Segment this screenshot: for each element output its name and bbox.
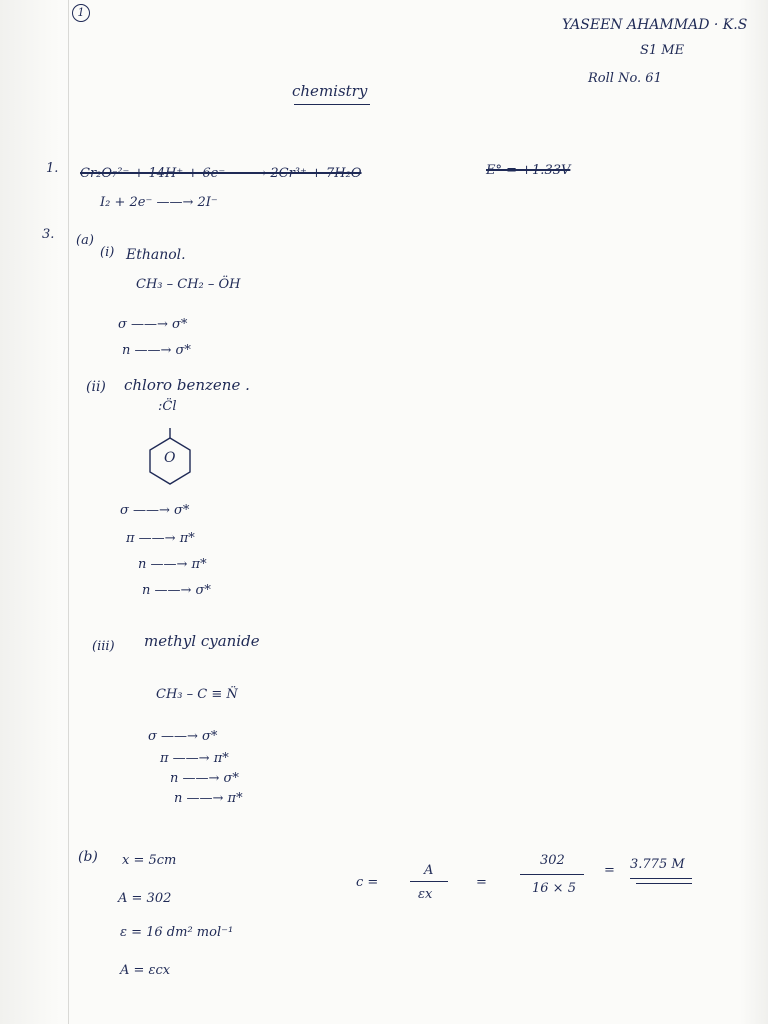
q1-number: 1. xyxy=(46,161,59,176)
q3b-frac1-bar xyxy=(410,881,448,882)
q3a-ii-transition: n ——→ σ* xyxy=(142,583,211,598)
q3b-frac2-numerator: 302 xyxy=(540,853,565,868)
q1-struck-equation: Cr₂O₇²⁻ + 14H⁺ + 6e⁻ ——→ 2Cr³⁺ + 7H₂O xyxy=(80,166,362,181)
q3a-ii-transition: π ——→ π* xyxy=(126,531,195,546)
q3b-molar-absorptivity: ε = 16 dm² mol⁻¹ xyxy=(120,925,234,940)
roll-number: Roll No. 61 xyxy=(588,71,662,86)
page-title: chemistry xyxy=(292,82,368,100)
q3b-result-underline-1 xyxy=(630,878,692,879)
q1-equation: I₂ + 2e⁻ ——→ 2I⁻ xyxy=(100,195,218,210)
q3b-beer-lambert-law: A = εcx xyxy=(120,963,171,978)
q3-number: 3. xyxy=(42,227,55,242)
q3a-ii-transition: n ——→ π* xyxy=(138,557,207,572)
q3a-iii-transition: σ ——→ σ* xyxy=(148,729,218,744)
q3b-equals: = xyxy=(476,875,487,890)
q3b-frac1-numerator: A xyxy=(424,863,434,878)
q3b-equals-2: = xyxy=(604,863,615,878)
q3a-i-transition: σ ——→ σ* xyxy=(118,317,188,332)
q3b-c-lhs: c = xyxy=(356,875,379,890)
q3a-i-name: Ethanol. xyxy=(126,247,186,263)
title-underline xyxy=(294,104,370,105)
q3a-i-transition: n ——→ σ* xyxy=(122,343,191,358)
q3a-iii-transition: n ——→ π* xyxy=(174,791,243,806)
q3b-path-length: x = 5cm xyxy=(122,853,177,868)
q3b-frac2-bar xyxy=(520,874,584,875)
q3-part-a-label: (a) xyxy=(76,233,94,248)
q3b-frac1-denominator: εx xyxy=(418,887,433,902)
q3b-result: 3.775 M xyxy=(630,857,685,872)
q3a-iii-label: (iii) xyxy=(92,639,115,654)
q3b-absorbance: A = 302 xyxy=(118,891,172,906)
q3a-iii-transition: π ——→ π* xyxy=(160,751,229,766)
margin-line xyxy=(68,0,69,1024)
q3a-iii-transition: n ——→ σ* xyxy=(170,771,239,786)
q3b-frac2-denominator: 16 × 5 xyxy=(532,881,576,896)
q3a-ii-transition: σ ——→ σ* xyxy=(120,503,190,518)
q3a-ii-name: chloro benzene . xyxy=(124,376,250,394)
q3a-ii-label: (ii) xyxy=(86,379,106,395)
q1-struck-potential: E° = +1.33V xyxy=(486,163,571,178)
q3b-result-underline-2 xyxy=(636,883,692,884)
q3a-iii-name: methyl cyanide xyxy=(144,632,260,650)
q3a-i-formula: CH₃ – CH₂ – ÖH xyxy=(136,277,241,292)
q3a-i-label: (i) xyxy=(100,245,115,260)
student-class: S1 ME xyxy=(640,43,685,58)
student-name: YASEEN AHAMMAD · K.S xyxy=(562,17,748,33)
page-number: 1 xyxy=(72,4,90,22)
q3a-ii-chlorine: :C̈l xyxy=(158,399,177,414)
q3a-ii-ring-label: O xyxy=(164,450,176,466)
q3b-label: (b) xyxy=(78,849,98,865)
q3a-iii-formula: CH₃ – C ≡ N̈ xyxy=(156,687,238,702)
